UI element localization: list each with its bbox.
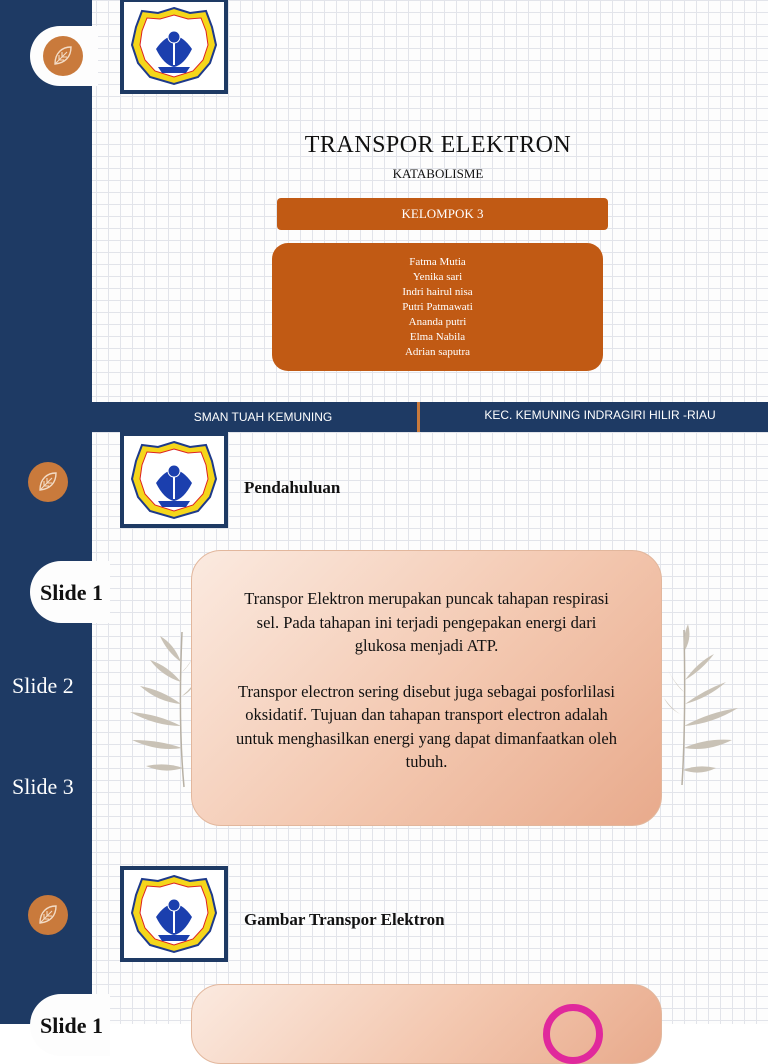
leaf-icon: [28, 462, 68, 502]
member-name: Yenika sari: [412, 270, 463, 283]
slide-subtitle: KATABOLISME: [392, 166, 484, 181]
nav-slide-1[interactable]: Slide 1: [40, 580, 103, 605]
group-label: KELOMPOK 3: [401, 206, 484, 221]
member-name: Adrian saputra: [404, 345, 471, 358]
section-heading: Gambar Transpor Elektron: [244, 910, 445, 929]
paragraph: Transpor electron sering disebut juga sebagai posforlilasi oksidatif. Tujuan dan tahapan transport electron adalah untuk menghasilkan energi yang dapat dimanfaatkan oleh tubuh.: [236, 681, 617, 771]
plant-left-decoration: [112, 622, 202, 792]
footer-location: KEC. KEMUNING INDRAGIRI HILIR -RIAU: [484, 408, 716, 422]
school-logo: [120, 0, 228, 94]
school-logo: [120, 866, 228, 962]
member-name: Elma Nabila: [409, 330, 466, 343]
member-name: Fatma Mutia: [409, 255, 466, 268]
content-card: [191, 550, 662, 826]
footer-school: SMAN TUAH KEMUNING: [193, 410, 333, 424]
slide-introduction: [0, 432, 768, 858]
footer-divider: [417, 402, 420, 432]
section-heading: Pendahuluan: [244, 478, 341, 497]
leaf-icon: [28, 895, 68, 935]
plant-right-decoration: [660, 620, 750, 790]
nav-slide-3[interactable]: Slide 3: [12, 774, 74, 799]
member-name: Ananda putri: [408, 315, 467, 328]
nav-slide-1[interactable]: Slide 1: [40, 1013, 103, 1038]
members-box: [272, 243, 603, 371]
slide-figure: [0, 858, 768, 1038]
pink-ring-shape: [543, 1004, 603, 1064]
member-name: Indri hairul nisa: [402, 285, 473, 298]
slide-title-text: TRANSPOR ELEKTRON: [304, 132, 572, 158]
group-label-box: [277, 198, 608, 230]
member-name: Putri Patmawati: [402, 300, 473, 313]
paragraph: Transpor Elektron merupakan puncak tahapan respirasi sel. Pada tahapan ini terjadi pengepakan energi dari glukosa menjadi ATP.: [244, 589, 609, 655]
nav-slide-2[interactable]: Slide 2: [12, 673, 74, 698]
school-logo: [120, 432, 228, 528]
leaf-icon: [43, 36, 83, 76]
slide-title: [0, 0, 768, 432]
